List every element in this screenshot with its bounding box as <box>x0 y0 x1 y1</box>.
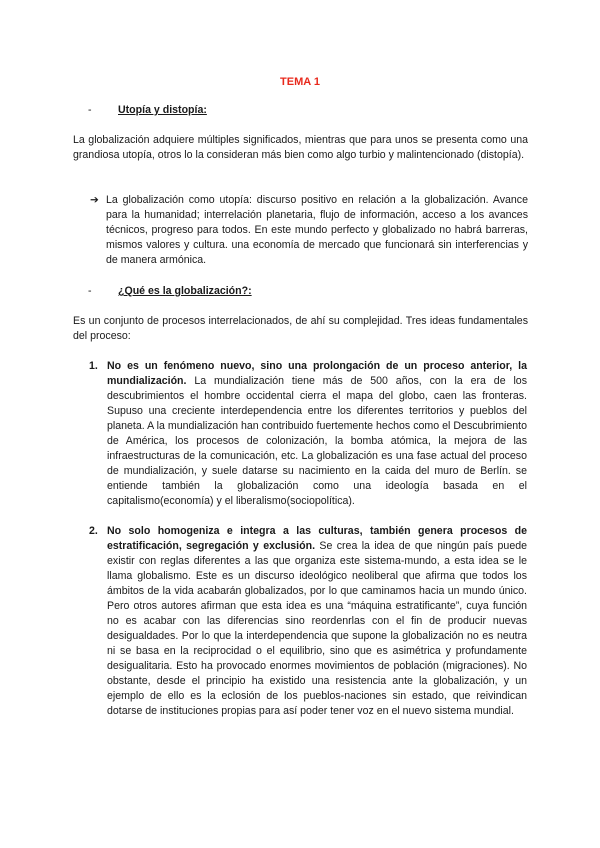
arrow-icon: ➔ <box>90 194 99 206</box>
arrow-list-item <box>90 193 528 268</box>
section-heading-utopia <box>88 103 207 118</box>
section-heading-globalizacion <box>88 284 252 299</box>
arrow-item-text: La globalización como utopía: discurso positivo en relación a la globalización. Avance para la humanidad; interrelación planetaria, flujo de información, acceso a los avances técnicos, progreso para todos. En este mundo perfecto y globalizado no habrá barreras, mismos valores y cultura. una economía de mercado que funcionará sin interferencias y de manera armónica. <box>106 194 528 266</box>
numbered-item-2 <box>89 524 527 719</box>
heading-text: Utopía y distopía: <box>118 104 207 116</box>
paragraph-globalizacion-intro: Es un conjunto de procesos interrelacionados, de ahí su complejidad. Tres ideas fundamentales del proceso: <box>73 315 528 342</box>
page-title: TEMA 1 <box>280 76 320 88</box>
item-bold-lead: No es un fenómeno nuevo, sino una prolongación de un proceso anterior, la mundialización. <box>107 360 527 387</box>
bullet-dash: - <box>88 285 92 297</box>
numbered-item-1 <box>89 359 527 509</box>
item-bold-lead: No solo homogeniza e integra a las culturas, también genera procesos de estratificación, segregación y exclusión. <box>107 525 527 552</box>
paragraph-utopia-intro: La globalización adquiere múltiples significados, mientras que para unos se presenta como una grandiosa utopía, otros lo la consideran más bien como algo turbio y malintencionado (distopía). <box>73 134 528 161</box>
item-text: La mundialización tiene más de 500 años, con la era de los descubrimientos el hombre occidental cierra el mapa del globo, caen las fronteras. Supuso una creciente interdependencia entre los diferentes territorios y pueblos del planeta. A la mundialización han contribuido fuertemente hechos como el Descubrimiento de América, los procesos de colonización, la bomba atómica, la mejora de las infraestructuras de la comunicación, etc. La globalización es una fase actual del proceso de mundialización, y suele datarse su nacimiento en la caida del muro de Berlín. se entiende también la globalización como una ideología basada en el capitalismo(economía) y el liberalismo(sociopolítica). <box>107 375 527 507</box>
heading-text: ¿Qué es la globalización?: <box>118 285 252 297</box>
item-number: 2. <box>89 525 98 537</box>
item-number: 1. <box>89 360 98 372</box>
item-text: Se crea la idea de que ningún país puede existir con reglas diferentes a las que organiza este sistema-mundo, a esta idea se le llama globalismo. Este es un discurso ideológico neoliberal que afirma que todos los ámbitos de la vida acabarán globalizados, por lo que caminamos hacia un mundo único. Pero otros autores afirman que esta idea es una “máquina estratificante”, cuya función no es acabar con las diferencias sino reordenrlas con el fin de producir nuevas desigualdades. Por lo que la interdependencia que supone la globalización no es neutra ni se basa en la reciprocidad o el equilibrio, sino que es asimétrica y profundamente desigualitaria. Esto ha provocado enormes movimientos de población (migraciones). No obstante, desde el principio ha existido una resistencia ante la globalización, y un ejemplo de ello es la eclosión de los pueblos-naciones sin estado, que reivindican dotarse de instituciones propias para así poder tener voz en el nuevo sistema mundial. <box>107 540 527 717</box>
bullet-dash: - <box>88 104 92 116</box>
